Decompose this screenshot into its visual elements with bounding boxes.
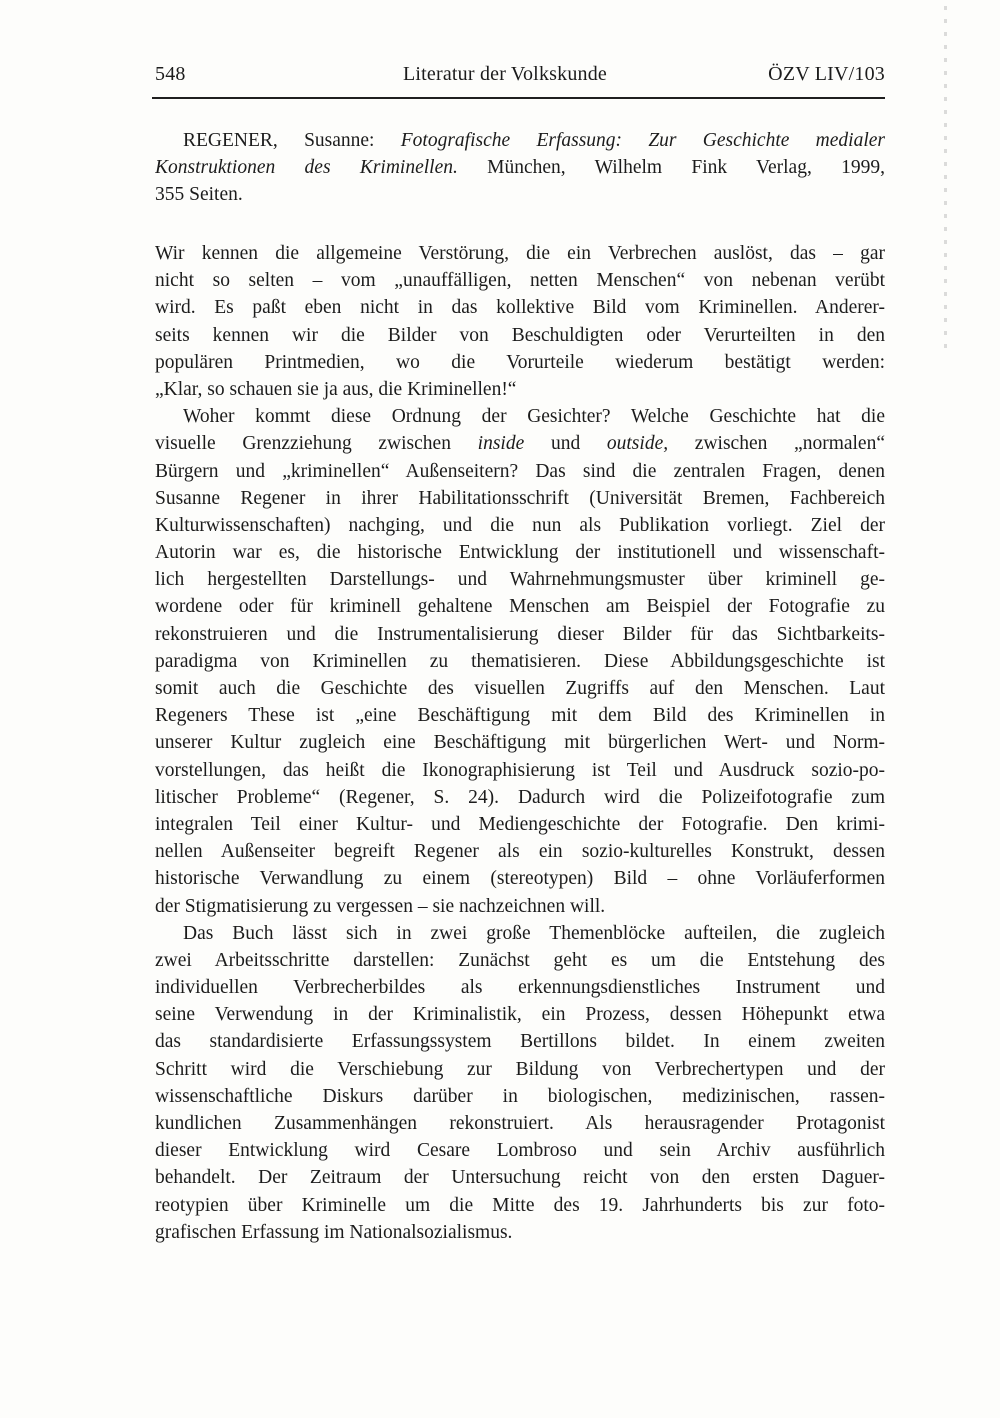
text-line	[155, 322, 885, 349]
text-span: behandelt. Der Zeitraum der Untersuchung reicht von den ersten Daguer-	[155, 1167, 885, 1189]
text-span: zwischen „normalen“	[668, 433, 885, 455]
italic-text: inside	[477, 433, 525, 455]
text-line	[155, 512, 885, 539]
text-span: wissenschaftliche Diskurs darüber in biologischen, medizinischen, rassen-	[155, 1085, 885, 1107]
text-line	[155, 1028, 885, 1055]
text-line	[155, 349, 885, 376]
text-line	[155, 127, 885, 154]
italic-text: outside,	[606, 433, 669, 455]
text-line	[155, 974, 885, 1001]
text-line	[155, 893, 885, 920]
text-span: seits kennen wir die Bilder von Beschuldigten oder Verurteilten in den	[155, 324, 885, 346]
text-line	[155, 1083, 885, 1110]
text-span: nicht so selten – vom „unauffälligen, netten Menschen“ von nebenan verübt	[155, 270, 885, 292]
text-line	[155, 947, 885, 974]
text-span: zwei Arbeitsschritte darstellen: Zunächst geht es um die Entstehung des	[155, 949, 885, 971]
text-span: somit auch die Geschichte des visuellen Zugriffs auf den Menschen. Laut	[155, 678, 885, 699]
italic-text: Fotografische Erfassung: Zur Geschichte medialer	[400, 130, 885, 151]
text-span: 355 Seiten.	[155, 184, 243, 206]
text-line	[155, 181, 885, 208]
text-span: kundlichen Zusammenhängen rekonstruiert. Als herausragender Protagonist	[155, 1113, 885, 1134]
text-span: dieser Entwicklung wird Cesare Lombroso und sein Archiv ausführlich	[155, 1140, 885, 1162]
text-line	[155, 757, 885, 784]
italic-text: Konstruktionen des Kriminellen.	[155, 157, 458, 179]
text-line	[155, 1164, 885, 1191]
text-line	[155, 458, 885, 485]
text-span: populären Printmedien, wo die Vorurteile wiederum bestätigt werden:	[155, 351, 885, 373]
text-span: „Klar, so schauen sie ja aus, die Kriminellen!“	[155, 378, 517, 400]
text-line	[155, 729, 885, 756]
text-span: Woher kommt diese Ordnung der Gesichter? Welche Geschichte hat die	[183, 406, 885, 428]
text-line	[155, 1110, 885, 1137]
text-span: paradigma von Kriminellen zu thematisieren. Diese Abbildungsgeschichte ist	[155, 650, 885, 672]
text-span: Das Buch lässt sich in zwei große Themenblöcke aufteilen, die zugleich	[183, 922, 885, 944]
text-span: historische Verwandlung zu einem (stereotypen) Bild – ohne Vorläuferformen	[155, 868, 885, 890]
text-span: rekonstruieren und die Instrumentalisierung dieser Bilder für das Sichtbarkeits-	[155, 623, 885, 645]
text-span: wordene oder für kriminell gehaltene Menschen am Beispiel der Fotografie zu	[155, 596, 885, 618]
text-line	[155, 376, 885, 403]
text-span: individuellen Verbrecherbildes als erkennungsdienstliches Instrument und	[155, 977, 885, 999]
text-span: Schritt wird die Verschiebung zur Bildung von Verbrechertypen und der	[155, 1058, 885, 1080]
body-paragraphs	[155, 240, 885, 1246]
text-span: Bürgern und „kriminellen“ Außenseitern? Das sind die zentralen Fragen, denen	[155, 460, 885, 482]
text-line	[155, 1001, 885, 1028]
text-span: REGENER, Susanne:	[183, 130, 401, 151]
text-span: integralen Teil einer Kultur- und Mediengeschichte der Fotografie. Den krimi-	[155, 813, 885, 835]
text-span: der Stigmatisierung zu vergessen – sie nachzeichnen will.	[155, 895, 606, 917]
text-line	[155, 430, 885, 457]
running-head-title: Literatur der Volkskunde	[402, 63, 608, 85]
text-line	[155, 811, 885, 838]
text-line	[155, 240, 885, 267]
text-line	[155, 621, 885, 648]
text-span: Autorin war es, die historische Entwicklung der institutionell und wissenschaft-	[155, 542, 885, 564]
text-span: vorstellungen, das heißt die Ikonographisierung ist Teil und Ausdruck sozio-po-	[155, 759, 885, 781]
text-line	[155, 784, 885, 811]
text-span: grafischen Erfassung im Nationalsozialismus.	[155, 1221, 513, 1243]
text-line	[155, 403, 885, 430]
text-line	[155, 648, 885, 675]
text-span: Regeners These ist „eine Beschäftigung mit dem Bild des Kriminellen in	[155, 705, 885, 727]
text-span: wird. Es paßt eben nicht in das kollektive Bild vom Kriminellen. Anderer-	[155, 297, 885, 319]
text-span: Kulturwissenschaften) nachging, und die nun als Publikation vorliegt. Ziel der	[155, 514, 885, 536]
text-line	[155, 838, 885, 865]
text-line	[155, 1219, 885, 1246]
text-span: unserer Kultur zugleich eine Beschäftigung mit bürgerlichen Wert- und Norm-	[155, 732, 885, 754]
text-line	[155, 566, 885, 593]
text-span: litischer Probleme“ (Regener, S. 24). Dadurch wird die Polizeifotografie zum	[155, 786, 885, 808]
text-span: lich hergestellten Darstellungs- und Wahrnehmungsmuster über kriminell ge-	[155, 569, 885, 591]
text-span: seine Verwendung in der Kriminalistik, ein Prozess, dessen Höhepunkt etwa	[155, 1004, 885, 1026]
text-line	[155, 702, 885, 729]
text-span: reotypien über Kriminelle um die Mitte des 19. Jahrhunderts bis zur foto-	[155, 1194, 885, 1216]
text-span: München, Wilhelm Fink Verlag, 1999,	[457, 157, 885, 179]
text-line	[155, 675, 885, 702]
scan-artifact-dots	[944, 6, 947, 350]
text-line	[155, 154, 885, 181]
text-line	[155, 267, 885, 294]
citation-block	[155, 127, 885, 209]
journal-issue-label: ÖZV LIV/103	[768, 63, 885, 85]
page-number: 548	[155, 63, 186, 85]
text-span: das standardisierte Erfassungssystem Bertillons bildet. In einem zweiten	[155, 1031, 885, 1053]
text-span: und	[524, 433, 607, 455]
text-line	[155, 865, 885, 892]
text-line	[155, 593, 885, 620]
text-line	[155, 920, 885, 947]
text-span: visuelle Grenzziehung zwischen	[155, 433, 478, 455]
text-span: Wir kennen die allgemeine Verstörung, die ein Verbrechen auslöst, das – gar	[155, 243, 885, 264]
text-span: nellen Außenseiter begreift Regener als ein sozio-kulturelles Konstrukt, dessen	[155, 841, 885, 863]
text-line	[155, 539, 885, 566]
text-line	[155, 485, 885, 512]
text-span: Susanne Regener in ihrer Habilitationsschrift (Universität Bremen, Fachbereich	[155, 487, 885, 509]
text-line	[155, 1192, 885, 1219]
text-line	[155, 294, 885, 321]
page-header	[155, 63, 885, 86]
header-rule	[152, 97, 885, 99]
text-line	[155, 1056, 885, 1083]
text-line	[155, 1137, 885, 1164]
